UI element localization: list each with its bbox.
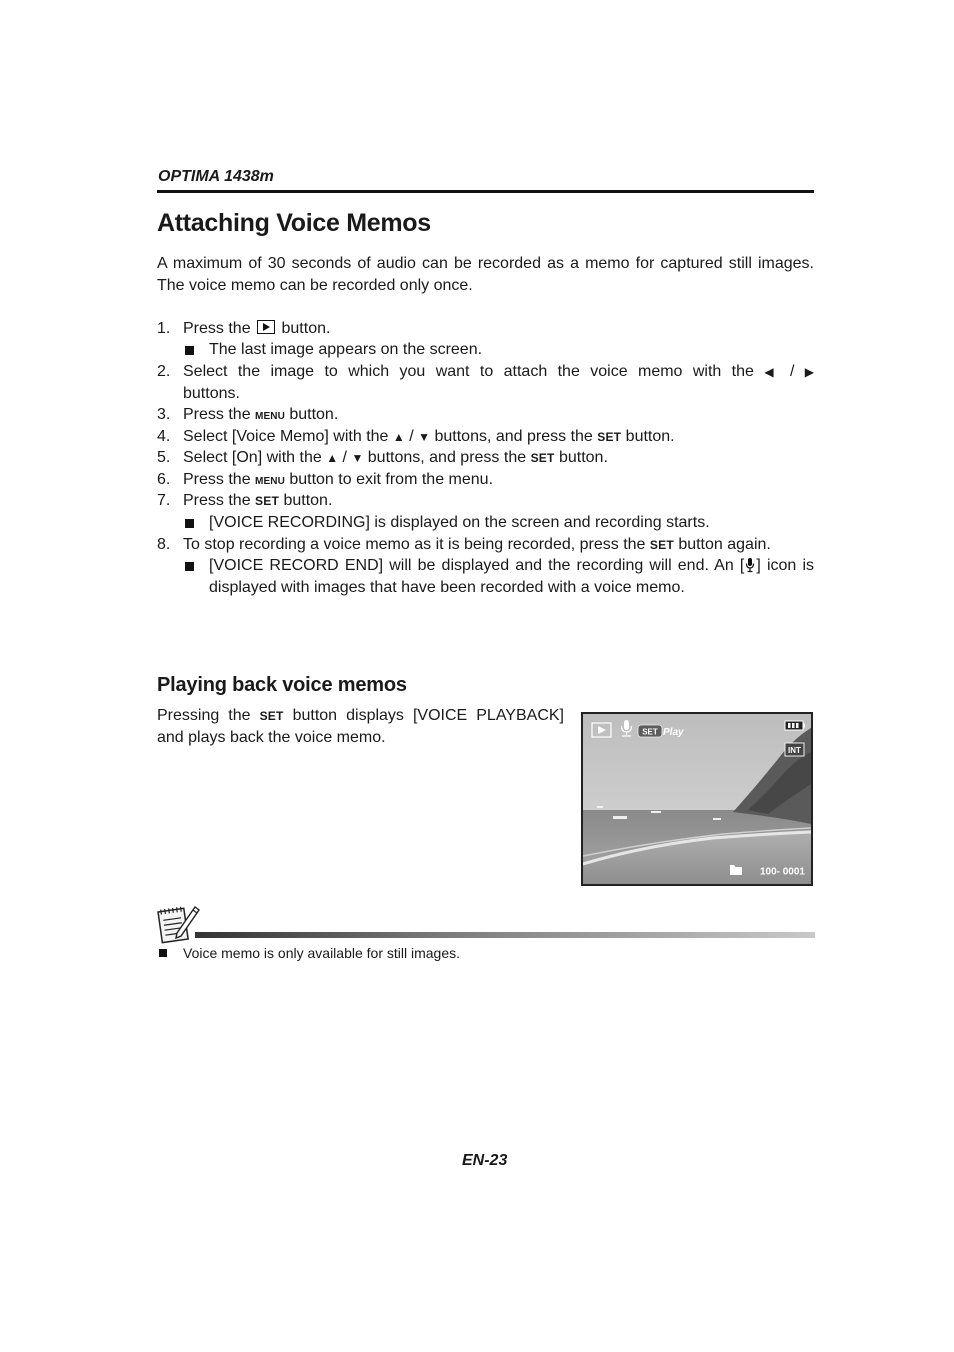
step-text: button. [283,492,333,509]
step-text: buttons. [183,385,240,402]
playback-paragraph [157,705,564,749]
menu-key-label: MENU [255,476,285,487]
set-key-label: SET [259,709,284,723]
bullet-square-icon [185,519,194,528]
microphone-icon [745,557,755,573]
bullet-square-icon [185,562,194,571]
step-text: button. [558,449,608,466]
step-text: Select [Voice Memo] with the [183,428,389,445]
model-name: OPTIMA 1438m [158,168,274,185]
set-label: SET [642,727,658,737]
left-arrow-icon: ◀ [764,365,780,379]
down-arrow-icon: ▼ [351,451,364,465]
step-text: Select the image to which you want to attach the voice memo with the [183,363,754,380]
bullet-text: The last image appears on the screen. [209,341,483,358]
playback-text: Pressing the [157,707,251,724]
step-number: 1. [157,320,171,337]
camera-screen-image [581,712,813,886]
step-number: 4. [157,428,171,445]
slash-text: / [409,428,414,445]
step-text: button to exit from the menu. [289,471,494,488]
step-number: 7. [157,492,171,509]
step-text: Press the [183,320,251,337]
step-number: 5. [157,449,171,466]
slash-text: / [789,363,795,380]
file-number: 100- 0001 [759,866,805,878]
bullet-square-icon [159,949,167,957]
bullet-text: [VOICE RECORD END] will be displayed and the recording will end. An [ [209,557,745,574]
step-text: Press the [183,471,251,488]
step-text: Press the [183,406,251,423]
set-key-label: SET [597,430,622,444]
playback-text: button displays [VOICE PLAYBACK] and plays back the voice memo. [157,707,564,746]
menu-key-label: MENU [255,411,285,422]
step-text: button. [625,428,675,445]
battery-icon [785,721,805,730]
up-arrow-icon: ▲ [326,451,339,465]
right-arrow-icon: ▶ [804,365,815,379]
step-text: Select [On] with the [183,449,322,466]
step-text: button again. [678,536,771,553]
step-number: 8. [157,536,171,553]
up-arrow-icon: ▲ [392,430,405,444]
play-label: Play [663,727,684,738]
subsection-title: Playing back voice memos [157,674,407,696]
set-key-label: SET [649,538,674,552]
set-key-label: SET [530,451,555,465]
bullet-square-icon [185,346,194,355]
bullet-text: ] icon is displayed with images that have been recorded with a voice memo. [209,557,814,596]
intro-paragraph: A maximum of 30 seconds of audio can be recorded as a memo for captured still images. The voice memo can be recorded only once. [157,255,814,294]
slash-text: / [342,449,347,466]
section-title: Attaching Voice Memos [157,209,431,237]
step-number: 3. [157,406,171,423]
step-number: 6. [157,471,171,488]
step-text: button. [281,320,331,337]
note-divider [195,932,815,938]
step-number: 2. [157,363,171,380]
step-text: Press the [183,492,251,509]
set-key-label: SET [255,494,279,508]
playback-button-icon [257,320,275,334]
note-text: Voice memo is only available for still images. [183,945,461,961]
header-rule [157,190,814,193]
step-text: buttons, and press the [434,428,593,445]
step-text: buttons, and press the [367,449,527,466]
page-number: EN-23 [462,1152,508,1169]
step-text: To stop recording a voice memo as it is being recorded, press the [183,536,646,553]
down-arrow-icon: ▼ [418,430,431,444]
step-text: button. [289,406,339,423]
note-pad-icon [157,903,201,945]
int-label: INT [788,746,801,755]
bullet-text: [VOICE RECORDING] is displayed on the screen and recording starts. [209,514,710,531]
